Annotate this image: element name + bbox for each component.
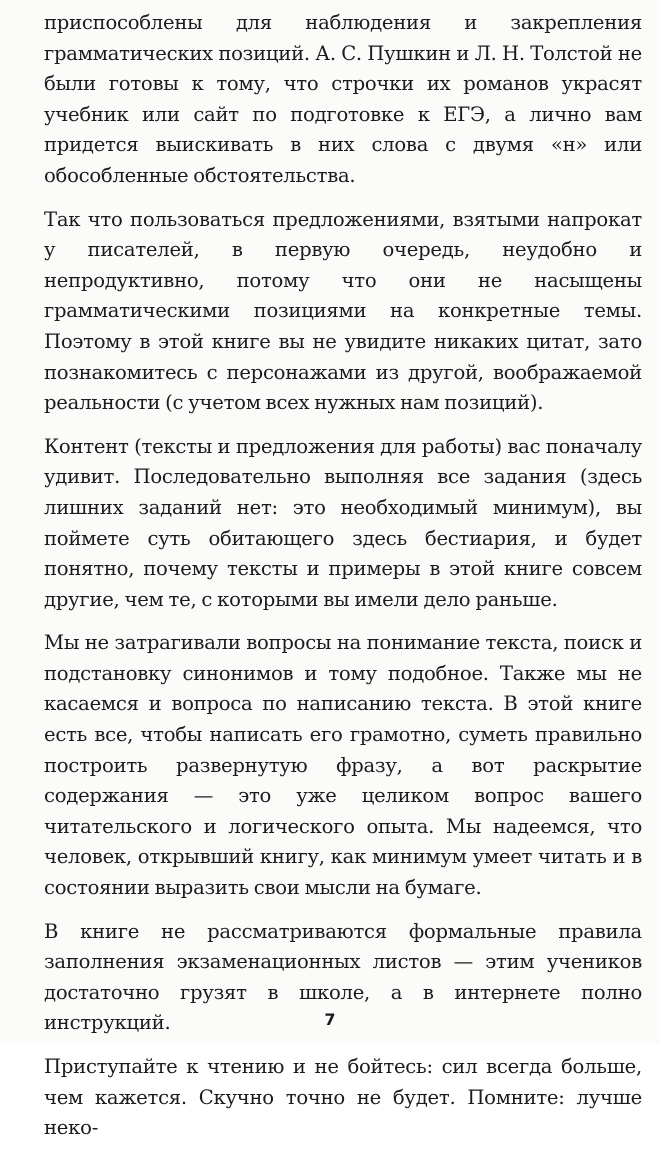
paragraph-3: Контент (тексты и предложения для работы) вас поначалу удивит. Последовательно выполняя все задания (здесь лишних заданий нет: это необходимый минимум), вы поймете суть обитающего здесь бестиария, и будет понятно, почему тексты и примеры в этой книге совсем другие, чем те, с которыми вы имели дело раньше. — [44, 434, 642, 611]
paragraph-4: Мы не затрагивали вопросы на понимание текста, поиск и подстановку синонимов и тому подобное. Также мы не касаемся и вопроса по написанию текста. В этой книге есть все, чтобы написать его грамотно, суметь правильно построить развернутую фразу, а вот раскрытие содержания — это уже целиком вопрос вашего читательского и логического опыта. Мы надеемся, что человек, открывший книгу, как минимум умеет читать и в состоянии выразить свои мысли на бумаге. — [44, 631, 642, 900]
page-number: 7 — [324, 1010, 336, 1029]
body-text — [44, 0, 642, 1157]
paragraph-6: Приступайте к чтению и не бойтесь: сил всегда больше, чем кажется. Скучно точно не будет. Помните: лучше неко- — [44, 1055, 642, 1140]
paragraph-2: Так что пользоваться предложениями, взятыми напрокат у писателей, в первую очередь, неудобно и непродуктивно, потому что они не насыщены грамматическими позициями на конкретные темы. Поэтому в этой книге вы не увидите никаких цитат, зато познакомитесь с персонажами из другой, воображаемой реальности (с учетом всех нужных нам позиций). — [44, 207, 642, 415]
paragraph-1: приспособлены для наблюдения и закрепления грамматических позиций. А. С. Пушкин и Л. Н. Толстой не были готовы к тому, что строчки их романов украсят учебник или сайт по подготовке к ЕГЭ, а лично вам придется выискивать в них слова с двумя «н» или обособленные обстоятельства. — [44, 11, 642, 187]
paragraph-5: В книге не рассматриваются формальные правила заполнения экзаменационных листов — этим учеников достаточно грузят в школе, а в интернете полно инструкций. — [44, 919, 642, 1035]
